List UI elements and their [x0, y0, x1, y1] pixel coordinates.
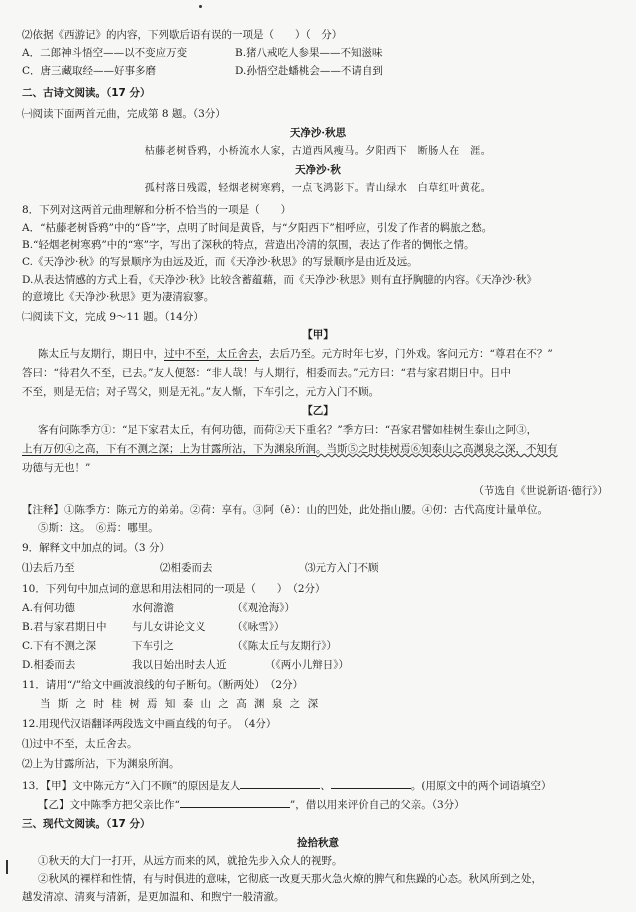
q9-item3: ⑶元方入门不顾 [305, 562, 379, 574]
passage-yi-marker: 【乙】 [302, 405, 334, 417]
q8-option-d-line1: D.从表达情感的方式上看，《天净沙·秋》比较含蓄蕴藉，而《天净沙·秋思》则有直抒胸臆的内容。《天净沙·秋》 [22, 274, 537, 286]
notes-line2: ⑤斯：这。 ⑥焉：哪里。 [38, 522, 159, 534]
q9-header: 9．解释文中加点的词。（3 分） [22, 542, 170, 554]
jia-l1-pre: 陈太丘与友期行，期日中， [38, 348, 164, 360]
jia-l1-post: ，去后乃至。元方时年七岁，门外戏。客问元方：“尊君在不？” [258, 348, 553, 360]
section-3-title: 三、现代文阅读。（17 分） [22, 818, 151, 830]
passage-jia-line1 [38, 347, 553, 362]
q10-row-b-mid: 与儿女讲论文义 [132, 621, 206, 633]
poem1-text: 枯藤老树昏鸦，小桥流水人家，古道西风瘦马。夕阳西下 断肠人在 涯。 [144, 146, 492, 157]
poem1-title: 天净沙·秋思 [289, 127, 347, 139]
q13-blank2[interactable] [331, 777, 411, 789]
sub2-intro: ㈡阅读下文，完成 9～11 题。（14分） [22, 311, 204, 323]
q10-row-a-right: （《观沧海》） [232, 602, 295, 614]
passage-yi-line1: 客有问陈季方①：“足下家君太丘，有何功德，而荷②天下重名？”季方曰：“吾家君譬如桂树生泰山之阿③， [38, 424, 538, 436]
q13-l1-pre: 13．【甲】文中陈元方“入门不顾”的原因是友人 [22, 780, 241, 792]
yi-underlined-sentence: 上有万仞④之高，下有不测之深；上为甘露所沾，下为渊泉所润 [22, 443, 316, 455]
q13-l2-post: ”，借以用来评价自己的父亲。（3分） [289, 799, 465, 811]
q10-row-c-right: （《陈太丘与友期行》） [232, 640, 337, 652]
passage-jia-marker: 【甲】 [302, 329, 334, 341]
q11-header: 11．请用“/”给文中画波浪线的句子断句。（断两处） （2分） [22, 679, 304, 691]
q10-row-a-mid: 水何澹澹 [132, 602, 174, 614]
q12-sentence2: ⑵上为甘露所沾，下为渊泉所润。 [22, 758, 180, 770]
q9-item2: ⑵相委而去 [160, 562, 213, 574]
q12-header: 12.用现代汉语翻译两段选文中画直线的句子。 （4分） [22, 718, 277, 730]
q10-row-d-left: D.相委而去 [22, 659, 76, 671]
q2-option-c: C．唐三藏取经——好事多磨 [22, 65, 157, 77]
passage-jia-line3: 不至，则是无信；对子骂父，则是无礼。”友人惭，下车引之，元方入门不顾。 [22, 386, 380, 398]
q11-sentence: 当 斯 之 时 桂 树 焉 知 泰 山 之 高 渊 泉 之 深 [40, 698, 321, 710]
article-paragraph-1: ①秋天的大门一打开，从远方而来的风，就抢先步入众人的视野。 [38, 855, 343, 867]
poem2-text: 孤村落日残霞，轻烟老树寒鸦，一点飞鸿影下。青山绿水 白草红叶黄花。 [144, 183, 492, 194]
scan-speck [199, 5, 202, 8]
q8-option-a: A．“枯藤老树昏鸦”中的“昏”字，点明了时间是黄昏，与“夕阳西下”相呼应，引发了作者的羁旅之愁。 [22, 222, 493, 234]
q13-blank3[interactable] [180, 796, 290, 808]
q10-row-d-right: （《两小儿辩日》） [265, 659, 349, 671]
q2-header: ⑵依据《西游记》的内容，下列歇后语有误的一项是（ ）（ 分） [22, 29, 343, 41]
scan-margin-mark [6, 860, 8, 874]
passage-jia-line2: 答曰：“待君久不至，已去。”友人便怒：“非人哉！与人期行，相委而去。”元方曰：“君与家君期日中。日中 [22, 367, 511, 379]
q2-option-d: D.孙悟空赴蟠桃会——不请自到 [235, 65, 383, 77]
q13-l1-post: 。(用原文中的两个词语填空） [410, 780, 552, 792]
q13-line1 [22, 777, 551, 794]
yi-wavy-sentence: 。当斯⑤之时桂树焉⑥知泰山之高渊泉之深，不知有 [316, 443, 558, 455]
q12-sentence1: ⑴过中不至，太丘舍去。 [22, 738, 138, 750]
section-2-title: 二、古诗文阅读。（17 分） [22, 87, 151, 99]
q13-line2 [38, 796, 465, 813]
q8-option-c: C.《天净沙·秋》的写景顺序为由远及近，而《天净沙·秋思》的写景顺序是由近及远。 [22, 256, 418, 268]
q10-row-c-mid: 下车引之 [132, 640, 174, 652]
q8-option-b: B.“轻烟老树寒鸦”中的“寒”字，写出了深秋的特点，营造出冷清的氛围，表达了作者的惆怅之情。 [22, 239, 475, 251]
notes-line1: 【注释】①陈季方：陈元方的弟弟。②荷：享有。③阿（ē）：山的凹处，此处指山腰。④仞：古代高度计量单位。 [22, 504, 548, 516]
q10-row-c-left: C.下有不测之深 [22, 640, 96, 652]
q9-item1: ⑴去后乃至 [22, 562, 75, 574]
passage-source: （节选自《世说新语·德行》） [473, 485, 608, 497]
q8-header: 8．下列对这两首元曲理解和分析不恰当的一项是（ ） [22, 204, 292, 216]
q10-row-b-left: B.君与家君期日中 [22, 621, 107, 633]
article-title: 捡拾秋意 [297, 837, 339, 849]
q2-option-b: B.猪八戒吃人参果——不知滋味 [235, 47, 383, 59]
q10-row-b-right: （《咏雪》） [232, 621, 285, 633]
q10-row-d-mid: 我以日始出时去人近 [132, 659, 227, 671]
q13-l1-mid: 、 [320, 780, 331, 792]
passage-yi-line2 [22, 442, 558, 457]
article-paragraph-2-line2: 越发清凉、清爽与清新，是更加温和、和煦宁一般清澈。 [22, 891, 285, 903]
jia-underlined-sentence: 过中不至，太丘舍去 [164, 348, 259, 360]
q10-header: 10．下列句中加点词的意思和用法相同的一项是（ ） （2分） [22, 583, 326, 595]
q8-option-d-line2: 的意境比《天净沙·秋思》更为凄清寂寥。 [22, 291, 215, 303]
q2-option-a: A．二郎神斗悟空——以不变应万变 [22, 47, 188, 59]
sub1-intro: ㈠阅读下面两首元曲，完成第 8 题。（3分） [22, 108, 226, 120]
passage-yi-line3: 功德与无也！” [22, 462, 91, 474]
q13-l2-pre: 【乙】文中陈季方把父亲比作“ [38, 799, 180, 811]
poem2-title: 天净沙·秋 [295, 164, 341, 176]
article-paragraph-2-line1: ②秋风的裸样和性情，有与时俱进的意味，它彻底一改夏天那火急火燎的脾气和焦躁的心态。秋风所到之处， [38, 873, 542, 885]
q13-blank1[interactable] [240, 777, 320, 789]
q10-row-a-left: A.有何功德 [22, 602, 75, 614]
